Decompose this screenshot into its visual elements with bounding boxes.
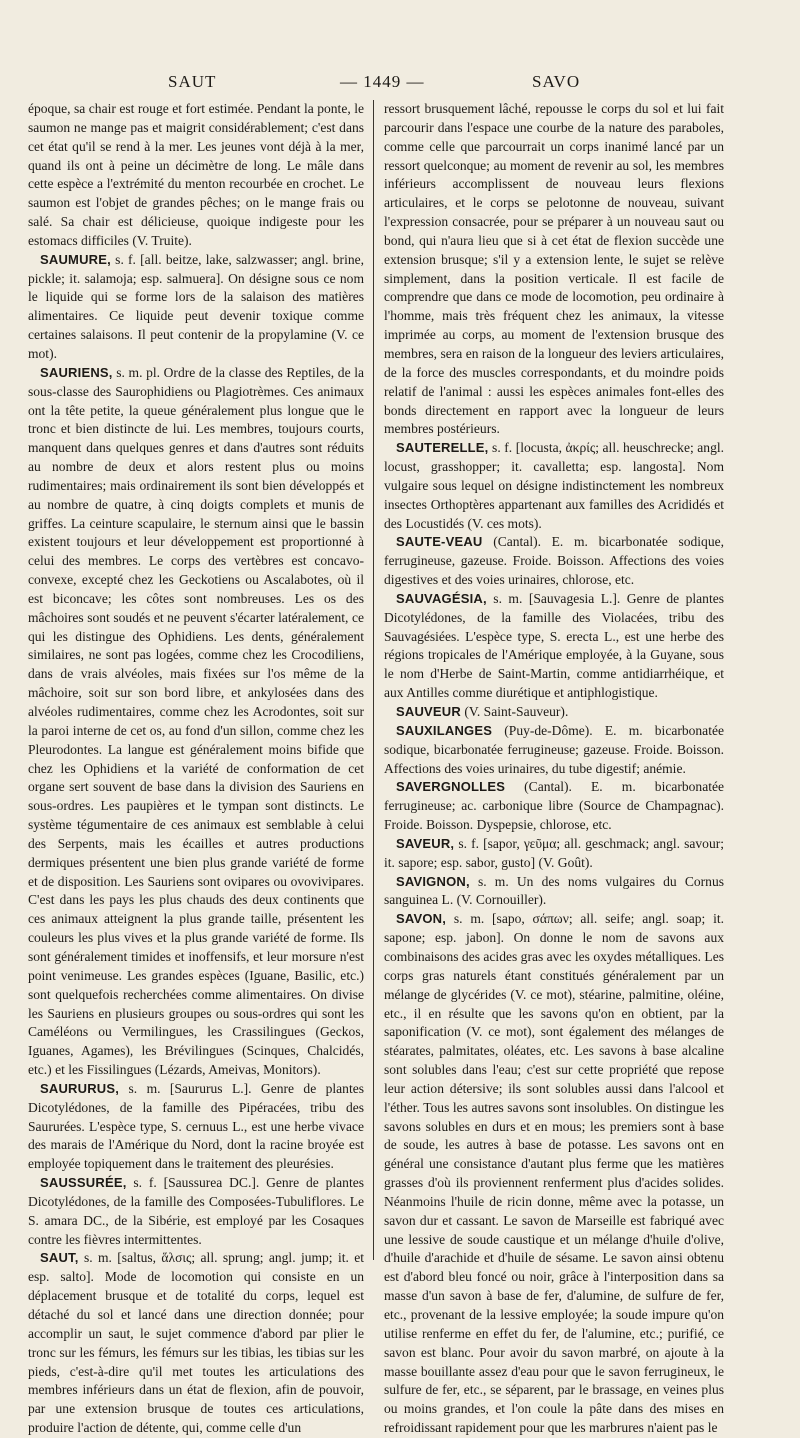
entry-continuation	[384, 100, 724, 439]
entry-headword: SAUTE-VEAU	[396, 534, 483, 550]
page-number: — 1449 —	[340, 72, 425, 91]
entry-savergnolles	[384, 778, 724, 835]
entry-sauriens	[28, 364, 364, 1080]
entry-savon	[384, 910, 724, 1438]
entry-text: (Cantal). E. m. bicarbonatée sodique, ferrugineuse, gazeuse. Froide. Boisson. Affections des voies digestives et des voies urinaires, chlorose, etc.	[384, 534, 724, 588]
entry-sauterelle	[384, 439, 724, 533]
entry-text: s. m. [sapo, σάπων; all. seife; angl. soap; it. sapone; esp. jabon]. On donne le nom de savons aux combinaisons des acides gras avec les oxydes métalliques. Les corps gras naturels étant constitués généralement par un mélange de glycérides (V. ce mot), stéarine, palmitine, oléine, etc., il en résulte que les savons qu'on en obtient, par la saponification (V. ce mot), sont également des mélanges de stéarates, palmitates, oléates, etc. Les savons à base alcaline sont solubles dans l'eau; c'est sur cette propriété que repose leur action détersive; ils sont solubles aussi dans l'alcool et l'éther. Tous les autres savons sont insolubles. On distingue les savons solubles en durs et en mous; les premiers sont à base de soude, les autres à base de potasse. Les savons ont en général une consistance d'autant plus ferme que les matières grasses d'où ils proviennent renferment plus d'acides solides. Néanmoins l'huile de ricin donne, même avec la potasse, un savon dur et cassant. Le savon de Marseille est fabriqué avec une lessive de soude caustique et un mélange d'huile d'olive, d'huile d'arachide et d'huile de sésame. Le savon ainsi obtenu est d'abord bleu foncé ou noir, grâce à l'interposition dans sa masse d'un savon à base de fer, d'alumine, de sulfure de fer, etc., provenant de la lessive employée; la soude impure qu'on utilise renferme en effet du fer, de l'alumine, etc.; purifié, ce savon est blanc. Pour avoir du savon marbré, on ajoute à la masse bouillante assez d'eau pour que le savon ferrugineux, le sulfure de fer, etc., se séparent, par le brassage, en veines plus ou moins grandes, et l'on coule la pâte dans des mises en refroidissant rapidement pour que les marbrures n'aient pas le	[384, 911, 725, 1436]
entry-headword: SAUTERELLE,	[396, 440, 489, 456]
entry-text: s. m. pl. Ordre de la classe des Reptiles, de la sous-classe des Saurophidiens ou Plagiotrèmes. Ces animaux ont la tête petite, la queue généralement plus longue que le tronc et bien distincte de lui. Les membres, toujours courts, manquent dans quelques genres et dans d'autres sont réduits au nombre de deux et alors restent plus ou moins rudimentaires; mais ordinairement ils sont bien développés et au nombre de quatre, à cinq doigts complets et munis de griffes. La ceinture scapulaire, le sternum ainsi que le bassin existent toujours et leur développement est proportionné à celui des membres. Le corps des vertèbres est concavo-convexe, excepté chez les Geckotiens ou Ascalabotes, où il est biconcave; les côtes sont nombreuses. Les os des mâchoires sont soudés et ne peuvent s'écarter latéralement, ce qui les distingue des Ophidiens. Les dents, généralement similaires, ne sont pas logées, comme chez les Crocodiliens, dans de vrais alvéoles, mais fixées sur l'os même de la mâchoire, soit sur son bord libre, et ankylosées dans des alvéoles rudimentaires, comme chez les Acrodontes, soit sur la paroi interne de cet os, au fond d'un sillon, comme chez les Pleurodontes. La langue est généralement moins bifide que chez les Ophidiens et la variété de conformation de cet organe sert souvent de base dans la division des Sauriens en sous-ordres. Les paupières et le tympan sont distincts. Le système tégumentaire de ces animaux est semblable à celui des Serpents, mais les écailles et autres productions dermiques présentent une bien plus grande variété de forme et de disposition. Les Sauriens sont ovipares ou ovovivipares. C'est dans les pays les plus chauds des deux continents que ces animaux atteignent la plus grande taille, présentent les couleurs les plus vives et la plus grande variété de forme. Ils sont généralement timides et inoffensifs, et leur morsure n'est point venimeuse. Les grandes espèces (Iguane, Basilic, etc.) sont quelquefois recherchées comme alimentaires. On divise les Sauriens en plusieurs groupes ou sous-ordres qui sont les Caméléons ou Vermilingues, les Crassilingues (Geckos, Iguanes, Agames), les Brévilingues (Scinques, Chalcidés, etc.) et les Fissilingues (Lézards, Ameivas, Monitors).	[28, 364, 364, 1078]
entry-headword: SAUMURE,	[40, 251, 111, 267]
entry-sauvagesia	[384, 590, 724, 703]
entry-headword: SAVIGNON,	[396, 873, 470, 889]
running-header	[0, 72, 800, 96]
entry-text: (Puy-de-Dôme). E. m. bicarbonatée sodique, bicarbonatée ferrugineuse; gazeuse. Froide. Boisson. Affections des voies urinaires, du tube digestif; anémie.	[384, 722, 724, 776]
entry-saururus	[28, 1080, 364, 1174]
column-divider	[373, 100, 374, 1260]
entry-text: s. m. [Sauvagesia L.]. Genre de plantes Dicotylédones, de la famille des Violacées, tribu des Sauvagésiées. L'espèce type, S. erecta L., est une herbe des régions tropicales de l'Amérique employée, à la Guyane, sous le nom d'Herbe de Saint-Martin, comme antidiarrhéique, et aux Antilles comme diurétique et antiphlogistique.	[384, 590, 724, 701]
entry-saute-veau	[384, 533, 724, 590]
entry-text: s. m. Un des noms vulgaires du Cornus sanguinea L. (V. Cornouiller).	[384, 873, 724, 908]
entry-text: s. f. [sapor, γεῦμα; all. geschmack; angl. savour; it. sapore; esp. sabor, gusto] (V. Goût).	[384, 835, 725, 870]
entry-text: s. m. [Saururus L.]. Genre de plantes Dicotylédones, de la famille des Pipéracées, tribu des Saururées. L'espèce type, S. cernuus L., est une herbe vivace des marais de l'Amérique du Nord, dont la racine broyée est employée topiquement dans le traitement des pleurésies.	[28, 1080, 364, 1172]
entry-saumure	[28, 251, 364, 364]
entry-headword: SAUXILANGES	[396, 722, 493, 738]
entry-text: s. m. [saltus, ἅλσις; all. sprung; angl. jump; it. et esp. salto]. Mode de locomotion qui consiste en un déplacement brusque et de totalité du corps, lequel est détaché du sol et lancé dans une direction donnée; pour accomplir un saut, le sujet commence d'abord par plier le tronc sur les fémurs, les fémurs sur les tibias, les tibias sur les pieds, c'est-à-dire qu'il met toutes les articulations des membres inférieurs dans un état de flexion, afin de pouvoir, par une extension brusque de toutes ces articulations, produire l'action de détente, qui, comme celle d'un	[28, 1250, 365, 1436]
entry-saut	[28, 1249, 364, 1437]
left-column	[28, 100, 364, 1438]
entry-savignon	[384, 873, 724, 911]
entry-text: s. f. [all. beitze, lake, salzwasser; angl. brine, pickle; it. salamoja; esp. salmuera]. On désigne sous ce nom le liquide qui se forme lors de la salaison des matières alimentaires. Ce liquide peut devenir toxique comme certaines salaisons. Il peut contenir de la propylamine (V. ce mot).	[28, 251, 365, 361]
entry-headword: SAUT,	[40, 1250, 79, 1266]
entry-headword: SAURURUS,	[40, 1080, 120, 1096]
entry-text: (Cantal). E. m. bicarbonatée ferrugineuse; ac. carbonique libre (Source de Champagnac). Froide. Boisson. Dyspepsie, chlorose, etc.	[384, 779, 724, 833]
right-column	[384, 100, 724, 1438]
header-left-guide-word: SAUT	[168, 72, 217, 91]
entry-text: époque, sa chair est rouge et fort estimée. Pendant la ponte, le saumon ne mange pas et maigrit considérablement; c'est dans cet état qu'il se rend à la mer. Les jeunes vont déjà à la mer, quand ils ont à peine un décimètre de long. Le mâle dans cette espèce a l'extrémité du menton recourbée en crochet. Le saumon est l'objet de grandes pêches; on le mange frais ou salé. Sa chair est délicieuse, quoique indigeste pour les estomacs difficiles (V. Truite).	[28, 101, 364, 248]
entry-headword: SAURIENS,	[40, 364, 113, 380]
entry-headword: SAUVEUR	[396, 704, 461, 719]
entry-headword: SAVERGNOLLES	[396, 779, 506, 795]
entry-headword: SAUSSURÉE,	[40, 1175, 127, 1191]
entry-continuation	[28, 100, 364, 251]
entry-sauveur	[384, 703, 724, 722]
entry-headword: SAVEUR,	[396, 835, 455, 851]
entry-text: s. f. [Saussurea DC.]. Genre de plantes Dicotylédones, de la famille des Composées-Tubuliflores. Le S. amara DC., de la Sibérie, est employé par les Cosaques contre les fièvres intermittentes.	[28, 1175, 364, 1247]
header-right-guide-word: SAVO	[532, 72, 581, 91]
entry-sauxilanges	[384, 722, 724, 779]
entry-text: s. f. [locusta, ἀκρίς; all. heuschrecke; angl. locust, grasshopper; it. cavalletta; esp. langosta]. Nom vulgaire sous lequel on désigne indistinctement les nombreux insectes Orthoptères appartenant aux familles des Acrididés et des Locustidés (V. ces mots).	[384, 440, 724, 531]
entry-saveur	[384, 835, 724, 873]
entry-saussuree	[28, 1174, 364, 1249]
entry-headword: SAVON,	[396, 911, 447, 927]
entry-text: ressort brusquement lâché, repousse le corps du sol et lui fait parcourir dans l'espace une courbe de la nature des paraboles, comme celle que parcourrait un corps inanimé lancé par un ressort quelconque; au moment de revenir au sol, les membres inférieurs accomplissent de nouveau leurs flexions articulaires, et le corps se pelotonne de nouveau, suivant l'expression consacrée, pour se préparer à un nouveau saut ou bond, qui n'aura lieu que si à cet état de flexion succède une extension brusque; s'il y a extension lente, le sujet se relève simplement, dans la position verticale. Il est facile de comprendre que dans ce mode de locomotion, peu ordinaire à l'homme, mais très fréquent chez les animaux, la vitesse imprimée au corps, au moment de l'extension brusque des membres, sera en raison de la longueur des leviers articulaires, de la force des muscles correspondants, et du moindre poids relatif de l'animal : aussi les espèces animales font-elles des bonds directement en rapport avec la longueur de leurs membres postérieurs.	[384, 101, 724, 437]
entry-text: (V. Saint-Sauveur).	[464, 704, 569, 719]
entry-headword: SAUVAGÉSIA,	[396, 590, 487, 606]
